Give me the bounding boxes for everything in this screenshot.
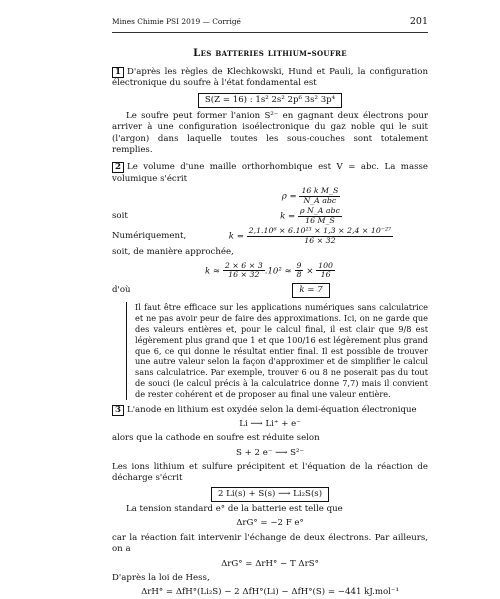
- reason-text: car la réaction fait intervenir l'échange de deux électrons. Par ailleurs, on a: [112, 532, 428, 555]
- remark-note: Il faut être efficace sur les applications numériques sans calculatrice et ne pas avoir peur de faire des approximations. Ici, on ne garde que des valeurs entières et, pour le calcul final, il est clair que 9/8 est légèrement plus grand que 1 et que 100/16 est légèrement plus grand que 6, ce qui donne le résultat entier final. Il est possible de trouver une autre valeur selon la façon d'approximer et de simplifier le calcul sans calculatrice. Par exemple, trouver 6 ou 8 ne poserait pas du tout de souci (le calcul précis à la calculatrice donne 7,7) mais il convient de rester cohérent et de proposer au final une valeur entière.: [126, 302, 428, 399]
- q3-intro-text: L'anode en lithium est oxydée selon la demi-équation électronique: [126, 404, 417, 415]
- question-number-3: 3: [112, 405, 124, 416]
- k-fraction: [298, 207, 342, 225]
- rho-fraction: [299, 187, 340, 205]
- k-numerator: ρ N_A abc: [299, 206, 340, 216]
- k-equation: [112, 207, 428, 225]
- hess-equation: ΔrH° = ΔfH°(Li₂S) − 2 ΔfH°(Li) − ΔfH°(S) = −441 kJ.mol⁻¹: [141, 587, 399, 598]
- q2-intro: [112, 162, 428, 185]
- cathode-equation: S + 2 e⁻ ⟶ S²⁻: [235, 447, 305, 458]
- q1-intro: [112, 67, 428, 90]
- k-denominator: 16 M_S: [305, 215, 335, 225]
- anode-equation: Li ⟶ Li⁺ + e⁻: [239, 419, 301, 430]
- k-result: k = 7: [292, 283, 329, 298]
- k-numeric-lhs: k =: [228, 231, 244, 242]
- dou-label: d'où: [112, 284, 131, 295]
- section-title: Les batteries lithium-soufre: [193, 46, 347, 59]
- k-numeric-numerator: 2,1.10⁶ × 6.10²³ × 1,3 × 2,4 × 10⁻²⁷: [248, 226, 392, 236]
- gibbs-enthalpy-equation: ΔrG° = ΔrH° − T ΔrS°: [221, 558, 319, 569]
- approx-equation: k ≈ $\frac{2 \times 6 \times 3}{16 \times 32}$ .10² ≈ $\frac{9}{8}$ × $\frac{100}{16}$: [204, 260, 334, 280]
- approx-mid: .10² ≈: [264, 266, 292, 277]
- rho-lhs: ρ =: [281, 191, 297, 202]
- rho-denominator: N_A abc: [303, 195, 337, 205]
- global-equation: 2 Li(s) + S(s) ⟶ Li₂S(s): [211, 487, 329, 502]
- approx-text: soit, de manière approchée,: [112, 247, 234, 258]
- numeric-label: Numériquement,: [112, 230, 187, 241]
- k-numeric-fraction: [247, 227, 394, 245]
- cathode-text: alors que la cathode en soufre est réduite selon: [112, 433, 320, 444]
- q1-intro-text: D'après les règles de Klechkowski, Hund et Pauli, la configuration électronique du soufre à l'état fondamental est: [112, 66, 428, 89]
- hess-text: D'après la loi de Hess,: [112, 572, 210, 583]
- q1-config-wrap: [112, 93, 428, 108]
- gibbs-equation: ΔrG° = −2 F e°: [236, 518, 304, 529]
- approx-fraction-1: $\frac{2 \times 6 \times 3}{16 \times 32}$: [224, 260, 263, 280]
- q2-intro-text: Le volume d'une maille orthorhombique est V = abc. La masse volumique s'écrit: [112, 162, 428, 184]
- question-number-1: 1: [112, 67, 124, 78]
- global-text: Les ions lithium et sulfure précipitent et l'équation de la réaction de décharge s'écrit: [112, 462, 428, 484]
- k-numeric-denominator: 16 × 32: [304, 235, 336, 245]
- approx-lhs: k ≈: [204, 266, 221, 277]
- k-lhs: k =: [280, 211, 296, 222]
- running-title: Mines Chimie PSI 2019 — Corrigé: [112, 17, 241, 26]
- q1-text: Le soufre peut former l'anion S²⁻ en gagnant deux électrons pour arriver à une configuration isoélectronique du gaz noble qui le suit (l'argon) dans laquelle toutes les sous-couches sont totalement remplies.: [112, 111, 428, 156]
- page-number: 201: [409, 16, 428, 27]
- rho-numerator: 16 k M_S: [301, 186, 339, 196]
- k-numeric-equation: [112, 227, 428, 245]
- rho-equation: [112, 187, 428, 205]
- question-number-2: 2: [112, 162, 124, 173]
- tension-text: La tension standard e° de la batterie est telle que: [126, 504, 343, 515]
- approx-fraction-2: $\frac{9}{8}$: [296, 260, 302, 280]
- page-header: [112, 16, 428, 33]
- electron-configuration: S(Z = 16) : 1s² 2s² 2p⁶ 3s² 3p⁴: [198, 93, 342, 108]
- approx-fraction-3: $\frac{100}{16}$: [318, 260, 334, 280]
- result-row: [112, 283, 428, 298]
- q3-intro: [112, 405, 428, 416]
- soit-label: soit: [112, 210, 128, 221]
